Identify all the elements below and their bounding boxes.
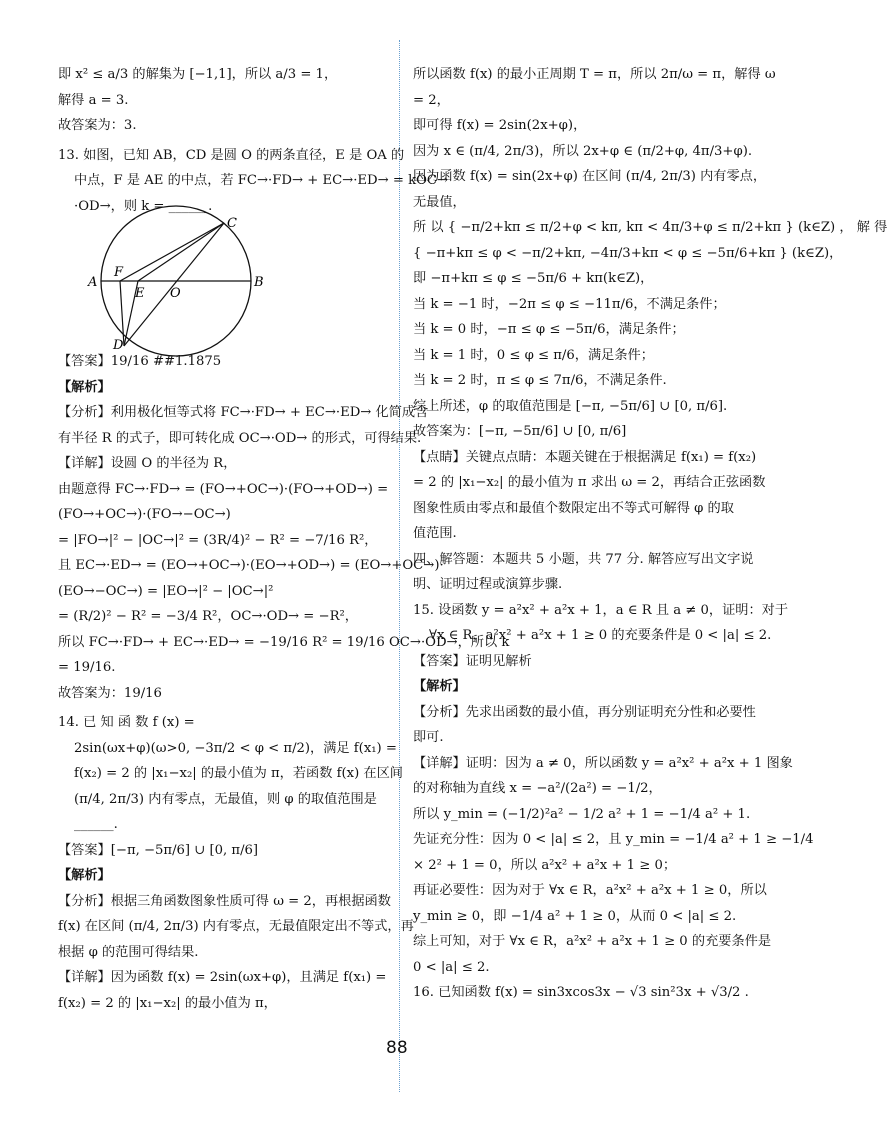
answer-line: 【答案】19/16 ##1.1875 (58, 354, 222, 369)
text-line: 故答案为：3. (58, 118, 137, 133)
text-line: = 2， (413, 92, 450, 108)
solution-line: = |FO→|² − |OC→|² = (3R/4)² − R² = −7/16 R²， (58, 532, 378, 548)
solution-line: f(x₂) = 2 的 |x₁−x₂| 的最小值为 π， (58, 995, 277, 1011)
label-b: B (254, 275, 264, 290)
solution-line: 【详解】因为函数 f(x) = 2sin(ωx+φ)，且满足 f(x₁) = (58, 970, 387, 985)
text-line: 即可得 f(x) = 2sin(2x+φ)， (413, 118, 587, 133)
label-e: E (135, 286, 145, 301)
section-heading-line: 四、解答题：本题共 5 小题，共 77 分. 解答应写出文字说 (413, 551, 754, 567)
text-line: 因为函数 f(x) = sin(2x+φ) 在区间 (π/4, 2π/3) 内有零点， (413, 169, 767, 184)
segment-fc (120, 223, 224, 281)
question-16-line: 16. 已知函数 f(x) = sin3xcos3x − √3 sin²3x + √3/2 . (413, 985, 749, 1000)
solution-line: (FO→+OC→)·(FO→−OC→) (58, 507, 231, 522)
solution-line: 有半径 R 的式子，即可转化成 OC→·OD→ 的形式，可得结果. (58, 430, 422, 446)
solution-line: 【分析】先求出函数的最小值，再分别证明充分性和必要性 (413, 704, 756, 720)
solution-line: 故答案为：19/16 (58, 685, 162, 701)
question-13-line: 13. 如图，已知 AB，CD 是圆 O 的两条直径，E 是 OA 的 (58, 147, 405, 163)
text-line: 所 以 { −π/2+kπ ≤ π/2+φ < kπ, kπ < 4π/3+φ ≤ π/2+kπ } (k∈Z) ， 解 得 (413, 220, 887, 235)
text-line: 即 −π+kπ ≤ φ ≤ −5π/6 + kπ(k∈Z)， (413, 271, 654, 286)
text-line: 【点睛】关键点点睛：本题关键在于根据满足 f(x₁) = f(x₂) (413, 449, 757, 465)
question-15-line: 15. 设函数 y = a²x² + a²x + 1，a ∈ R 且 a ≠ 0，证明：对于 (413, 602, 789, 618)
text-line: { −π+kπ ≤ φ < −π/2+kπ, −4π/3+kπ < φ ≤ −5π/6+kπ } (k∈Z)， (413, 245, 843, 261)
text-line: = 2 的 |x₁−x₂| 的最小值为 π 求出 ω = 2，再结合正弦函数 (413, 475, 766, 490)
solution-line: 0 < |a| ≤ 2. (413, 959, 490, 975)
diameter-cd (124, 223, 224, 346)
question-14-line: 14. 已 知 函 数 f (x) = (58, 715, 195, 730)
solution-line: 根据 φ 的范围可得结果. (58, 944, 199, 960)
question-13-line: ·OD→，则 k = ______. (74, 198, 213, 214)
solution-line: 再证必要性：因为对于 ∀x ∈ R，a²x² + a²x + 1 ≥ 0，所以 (413, 883, 767, 898)
solution-line: 综上可知，对于 ∀x ∈ R，a²x² + a²x + 1 ≥ 0 的充要条件是 (413, 934, 772, 949)
solution-line: (EO→−OC→) = |EO→|² − |OC→|² (58, 583, 274, 599)
text-line: 故答案为：[−π, −5π/6] ∪ [0, π/6] (413, 424, 627, 439)
segment-fd (120, 281, 124, 346)
solution-line: 先证充分性：因为 0 < |a| ≤ 2，且 y_min = −1/4 a² + 1 ≥ −1/4 (413, 832, 814, 847)
text-line: 当 k = 0 时，−π ≤ φ ≤ −5π/6，满足条件； (413, 322, 685, 337)
solution-line: 【分析】根据三角函数图象性质可得 ω = 2，再根据函数 (58, 893, 391, 909)
text-line: 解得 a = 3. (58, 92, 129, 108)
question-14-line: (π/4, 2π/3) 内有零点，无最值，则 φ 的取值范围是 (74, 791, 377, 807)
solution-line: 【详解】设圆 O 的半径为 R， (58, 456, 237, 471)
solution-line: × 2² + 1 = 0，所以 a²x² + a²x + 1 ≥ 0； (413, 857, 677, 873)
segment-ec (138, 223, 224, 281)
text-line: 所以函数 f(x) 的最小正周期 T = π，所以 2π/ω = π，解得 ω (413, 67, 776, 82)
solution-line: 即可. (413, 730, 444, 745)
text-line: 即 x² ≤ a/3 的解集为 [−1,1]，所以 a/3 = 1， (58, 67, 338, 82)
text-line: 当 k = 2 时，π ≤ φ ≤ 7π/6，不满足条件. (413, 373, 667, 388)
solution-line: y_min ≥ 0，即 −1/4 a² + 1 ≥ 0，从而 0 < |a| ≤ 2. (413, 908, 737, 924)
analysis-heading: 【解析】 (58, 379, 111, 395)
label-f: F (114, 265, 124, 280)
question-13-line: 中点，F 是 AE 的中点，若 FC→·FD→ + EC→·ED→ = kOC→ (74, 173, 449, 188)
solution-line: 的对称轴为直线 x = −a²/(2a²) = −1/2， (413, 781, 662, 796)
analysis-heading: 【解析】 (58, 868, 111, 883)
label-d: D (113, 338, 124, 353)
solution-line: 所以 FC→·FD→ + EC→·ED→ = −19/16 R² = 19/16 OC→·OD→，所以 k (58, 634, 510, 650)
text-line: 因为 x ∈ (π/4, 2π/3)，所以 2x+φ ∈ (π/2+φ, 4π/3+φ). (413, 143, 753, 159)
label-c: C (227, 216, 237, 231)
solution-line: 【分析】利用极化恒等式将 FC→·FD→ + EC→·ED→ 化简成含 (58, 405, 429, 420)
label-o: O (170, 286, 181, 301)
page-number: 88 (386, 1038, 408, 1058)
question-15-line: ∀x ∈ R，a²x² + a²x + 1 ≥ 0 的充要条件是 0 < |a| ≤ 2. (429, 628, 772, 643)
solution-line: f(x) 在区间 (π/4, 2π/3) 内有零点，无最值限定出不等式，再 (58, 919, 414, 934)
section-heading-line: 明、证明过程或演算步骤. (413, 577, 563, 592)
text-line: 值范围. (413, 526, 457, 541)
text-line: 无最值， (413, 194, 466, 210)
solution-line: = (R/2)² − R² = −3/4 R²，OC→·OD→ = −R²， (58, 609, 358, 624)
text-line: 图象性质由零点和最值个数限定出不等式可解得 φ 的取 (413, 500, 734, 516)
analysis-heading: 【解析】 (413, 679, 466, 694)
solution-line: 所以 y_min = (−1/2)²a² − 1/2 a² + 1 = −1/4 a² + 1. (413, 806, 751, 822)
solution-line: 由题意得 FC→·FD→ = (FO→+OC→)·(FO→+OD→) = (58, 481, 389, 497)
question-14-line: 2sin(ωx+φ)(ω>0, −3π/2 < φ < π/2)，满足 f(x₁) = (74, 740, 397, 756)
right-column (413, 62, 887, 1006)
solution-line: 且 EC→·ED→ = (EO→+OC→)·(EO→+OD→) = (EO→+OC→)· (58, 558, 444, 573)
question-14-line: ______. (74, 817, 118, 832)
question-14-line: f(x₂) = 2 的 |x₁−x₂| 的最小值为 π，若函数 f(x) 在区间 (74, 766, 403, 781)
label-a: A (88, 275, 98, 290)
answer-line: 【答案】证明见解析 (413, 653, 532, 669)
answer-line: 【答案】[−π, −5π/6] ∪ [0, π/6] (58, 842, 259, 858)
text-line: 综上所述，φ 的取值范围是 [−π, −5π/6] ∪ [0, π/6]. (413, 398, 728, 414)
text-line: 当 k = 1 时，0 ≤ φ ≤ π/6，满足条件； (413, 347, 654, 363)
text-line: 当 k = −1 时，−2π ≤ φ ≤ −11π/6，不满足条件； (413, 296, 726, 312)
solution-line: = 19/16. (58, 660, 116, 675)
solution-line: 【详解】证明：因为 a ≠ 0，所以函数 y = a²x² + a²x + 1 图象 (413, 755, 793, 771)
circle-figure (58, 216, 386, 353)
